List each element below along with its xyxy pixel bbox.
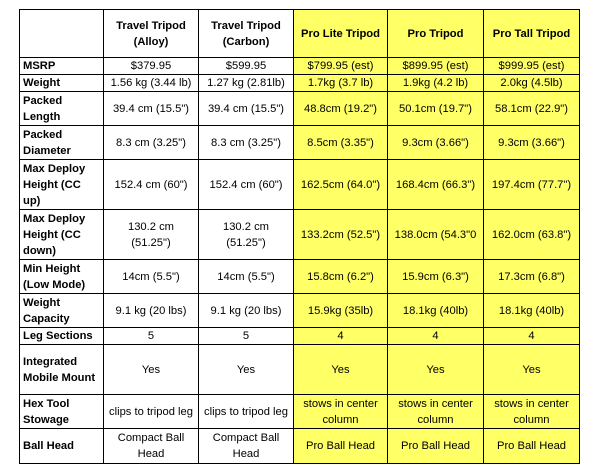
column-header: Pro Tall Tripod <box>484 10 580 58</box>
row-label: Hex Tool Stowage <box>20 395 104 429</box>
table-cell: Yes <box>484 345 580 395</box>
column-header: Travel Tripod (Carbon) <box>199 10 294 58</box>
table-cell: 5 <box>104 328 199 345</box>
table-cell: 130.2 cm (51.25") <box>104 210 199 260</box>
table-cell: stows in center column <box>388 395 484 429</box>
table-row <box>20 260 580 294</box>
table-row <box>20 160 580 210</box>
table-row <box>20 126 580 160</box>
table-cell: $379.95 <box>104 58 199 75</box>
table-row <box>20 75 580 92</box>
table-cell: Compact Ball Head <box>104 429 199 464</box>
table-cell: 2.0kg (4.5lb) <box>484 75 580 92</box>
row-label: Integrated Mobile Mount <box>20 345 104 395</box>
row-label: Weight <box>20 75 104 92</box>
row-label: Max Deploy Height (CC down) <box>20 210 104 260</box>
tripod-comparison-table <box>19 9 580 464</box>
table-cell: 17.3cm (6.8") <box>484 260 580 294</box>
table-cell: stows in center column <box>484 395 580 429</box>
table-cell: 48.8cm (19.2") <box>294 92 388 126</box>
table-cell: 39.4 cm (15.5") <box>199 92 294 126</box>
table-cell: Yes <box>199 345 294 395</box>
table-cell: 18.1kg (40lb) <box>388 294 484 328</box>
table-cell: 152.4 cm (60") <box>199 160 294 210</box>
table-cell: $999.95 (est) <box>484 58 580 75</box>
column-header: Pro Tripod <box>388 10 484 58</box>
table-cell: 14cm (5.5") <box>104 260 199 294</box>
table-cell: 9.3cm (3.66") <box>484 126 580 160</box>
table-cell: 15.8cm (6.2") <box>294 260 388 294</box>
table-cell: stows in center column <box>294 395 388 429</box>
table-cell: 39.4 cm (15.5") <box>104 92 199 126</box>
table-cell: 162.0cm (63.8") <box>484 210 580 260</box>
column-header: Travel Tripod (Alloy) <box>104 10 199 58</box>
table-cell: 1.56 kg (3.44 lb) <box>104 75 199 92</box>
table-cell: $599.95 <box>199 58 294 75</box>
table-cell: 162.5cm (64.0") <box>294 160 388 210</box>
table-row <box>20 328 580 345</box>
row-label: MSRP <box>20 58 104 75</box>
table-cell: 133.2cm (52.5") <box>294 210 388 260</box>
table-cell: 197.4cm (77.7") <box>484 160 580 210</box>
table-row <box>20 395 580 429</box>
table-cell: 1.27 kg (2.81lb) <box>199 75 294 92</box>
table-cell: 168.4cm (66.3") <box>388 160 484 210</box>
table-cell: clips to tripod leg <box>104 395 199 429</box>
row-label: Ball Head <box>20 429 104 464</box>
table-cell: 4 <box>484 328 580 345</box>
table-cell: 9.1 kg (20 lbs) <box>199 294 294 328</box>
table-cell: 138.0cm (54.3"0 <box>388 210 484 260</box>
table-cell: Compact Ball Head <box>199 429 294 464</box>
row-label: Packed Diameter <box>20 126 104 160</box>
table-row <box>20 345 580 395</box>
row-label: Max Deploy Height (CC up) <box>20 160 104 210</box>
row-label: Packed Length <box>20 92 104 126</box>
table-cell: Yes <box>104 345 199 395</box>
table-cell: 130.2 cm (51.25") <box>199 210 294 260</box>
table-row <box>20 92 580 126</box>
table-cell: 8.3 cm (3.25") <box>104 126 199 160</box>
table-cell: 5 <box>199 328 294 345</box>
table-cell: 15.9cm (6.3") <box>388 260 484 294</box>
table-cell: 4 <box>388 328 484 345</box>
table-cell: 9.3cm (3.66") <box>388 126 484 160</box>
table-row <box>20 210 580 260</box>
table-cell: 18.1kg (40lb) <box>484 294 580 328</box>
table-cell: 8.5cm (3.35") <box>294 126 388 160</box>
table-cell: $799.95 (est) <box>294 58 388 75</box>
table-cell: 1.9kg (4.2 lb) <box>388 75 484 92</box>
row-label: Min Height (Low Mode) <box>20 260 104 294</box>
table-cell: 4 <box>294 328 388 345</box>
header-row <box>20 10 580 58</box>
table-row <box>20 58 580 75</box>
table-cell: 8.3 cm (3.25") <box>199 126 294 160</box>
corner-cell <box>20 10 104 58</box>
table-row <box>20 294 580 328</box>
column-header: Pro Lite Tripod <box>294 10 388 58</box>
table-cell: 1.7kg (3.7 lb) <box>294 75 388 92</box>
table-cell: 50.1cm (19.7") <box>388 92 484 126</box>
table-cell: 15.9kg (35lb) <box>294 294 388 328</box>
table-cell: 14cm (5.5") <box>199 260 294 294</box>
row-label: Leg Sections <box>20 328 104 345</box>
table-cell: Yes <box>388 345 484 395</box>
row-label: Weight Capacity <box>20 294 104 328</box>
table-row <box>20 429 580 464</box>
table-cell: 9.1 kg (20 lbs) <box>104 294 199 328</box>
table-cell: Yes <box>294 345 388 395</box>
table-cell: Pro Ball Head <box>294 429 388 464</box>
table-cell: Pro Ball Head <box>484 429 580 464</box>
table-cell: 152.4 cm (60") <box>104 160 199 210</box>
table-cell: 58.1cm (22.9") <box>484 92 580 126</box>
table-cell: clips to tripod leg <box>199 395 294 429</box>
table-cell: Pro Ball Head <box>388 429 484 464</box>
table-cell: $899.95 (est) <box>388 58 484 75</box>
